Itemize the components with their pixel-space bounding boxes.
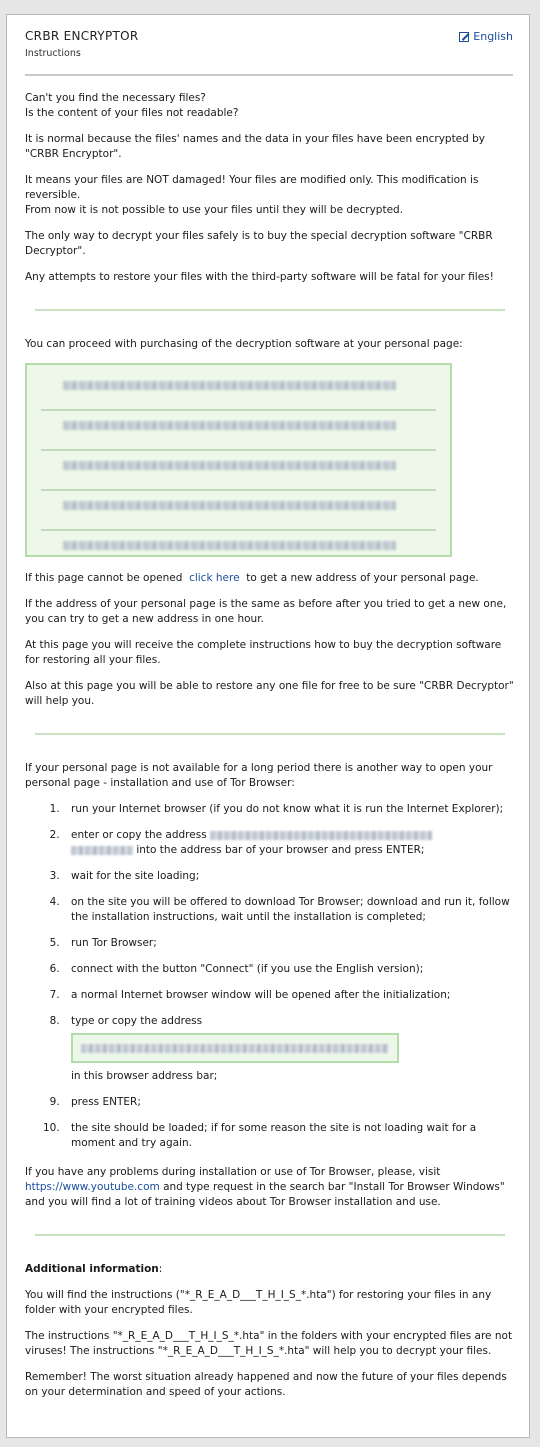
redacted-url (63, 461, 396, 470)
heading-colon: : (158, 1263, 163, 1275)
personal-page-links (25, 363, 452, 557)
list-item (63, 828, 515, 858)
intro-not-damaged (25, 173, 515, 218)
restore-free-note: Also at this page you will be able to restore any one file for free to be sure "CRBR Decryptor" will help you. (25, 680, 514, 707)
language-selector[interactable] (459, 30, 513, 43)
additional-p1: You will find the instructions ("*_R_E_A_D___T_H_I_S_*.hta") for restoring your files in any folder with your encrypted files. (25, 1289, 492, 1316)
external-link-icon (459, 32, 469, 42)
blurred-link[interactable] (41, 411, 436, 451)
tor-steps-list (25, 802, 515, 1151)
list-item: 3. wait for the site loading; (63, 869, 515, 884)
list-item: 6. connect with the button "Connect" (if you use the English version); (63, 962, 515, 977)
instructions-note: At this page you will receive the complete instructions how to buy the decryption software for restoring all your files. (25, 639, 502, 666)
header-divider (25, 74, 513, 76)
redacted-address (71, 846, 133, 855)
purchase-lead: You can proceed with purchasing of the decryption software at your personal page: (25, 338, 463, 350)
list-item: 5. run Tor Browser; (63, 936, 515, 951)
page-title: CRBR ENCRYPTOR (25, 29, 139, 43)
intro-only-way: The only way to decrypt your files safely is to buy the special decryption software "CRBR Decryptor". (25, 230, 493, 257)
page-subtitle: Instructions (25, 48, 81, 59)
step-text: into the address bar of your browser and press ENTER; (136, 844, 425, 856)
problems-text-end: and type request in the search bar "Install Tor Browser Windows" and you will find a lot of training videos about Tor Browser installation and use. (25, 1181, 505, 1208)
click-here-link[interactable]: click here (189, 572, 240, 584)
intro-line-2: Is the content of your files not readable? (25, 107, 239, 119)
tor-lead: If your personal page is not available for a long period there is another way to open your personal page - installation and use of Tor Browser: (25, 762, 493, 789)
blurred-link[interactable] (41, 451, 436, 491)
problems-text: If you have any problems during installation or use of Tor Browser, please, visit (25, 1166, 441, 1178)
additional-p3: Remember! The worst situation already happened and now the future of your files depends on your determination and speed of your actions. (25, 1371, 507, 1398)
list-item: 9. press ENTER; (63, 1095, 515, 1110)
not-damaged-line: It means your files are NOT damaged! Your files are modified only. This modification is reversible. (25, 174, 479, 201)
additional-heading (25, 1262, 515, 1277)
section-divider (35, 1234, 505, 1236)
redacted-url (63, 381, 396, 390)
list-item (63, 1014, 515, 1084)
tor-address-box[interactable] (71, 1033, 399, 1063)
cannot-open-text-end: to get a new address of your personal page. (246, 572, 479, 584)
intro-encrypted: It is normal because the files' names and the data in your files have been encrypted by "CRBR Encryptor". (25, 133, 486, 160)
intro-question (25, 91, 515, 121)
redacted-url (63, 421, 396, 430)
youtube-link[interactable]: https://www.youtube.com (25, 1181, 160, 1193)
cannot-open-note (25, 571, 515, 586)
intro-warning: Any attempts to restore your files with the third-party software will be fatal for your files! (25, 271, 494, 283)
redacted-address (81, 1044, 389, 1053)
step-text: type or copy the address (71, 1015, 203, 1027)
section-divider (35, 733, 505, 735)
additional-p2: The instructions "*_R_E_A_D___T_H_I_S_*.hta" in the folders with your encrypted files are not viruses! The instructions "*_R_E_A_D___T_H_I_S_*.hta" will help you to decrypt your files. (25, 1330, 513, 1357)
header (25, 29, 513, 87)
not-possible-line: From now it is not possible to use your files until they will be decrypted. (25, 204, 404, 216)
section-divider (35, 309, 505, 311)
list-item: 1. run your Internet browser (if you do not know what it is run the Internet Explorer); (63, 802, 515, 817)
list-item: 4. on the site you will be offered to download Tor Browser; download and run it, follow the installation instructions, wait until the installation is completed; (63, 895, 515, 925)
redacted-url (63, 501, 396, 510)
same-address-note: If the address of your personal page is the same as before after you tried to get a new one, you can try to get a new address in one hour. (25, 598, 507, 625)
blurred-link[interactable] (41, 371, 436, 411)
tor-problems-note (25, 1165, 515, 1210)
language-label[interactable]: English (473, 30, 513, 43)
list-item: 10. the site should be loaded; if for some reason the site is not loading wait for a moment and try again. (63, 1121, 515, 1151)
ransom-note-window (6, 14, 530, 1438)
cannot-open-text: If this page cannot be opened (25, 572, 183, 584)
redacted-address (210, 831, 432, 840)
redacted-url (63, 541, 396, 550)
step-text: enter or copy the address (71, 829, 207, 841)
intro-line-1: Can't you find the necessary files? (25, 92, 206, 104)
additional-heading-text: Additional information (25, 1263, 159, 1275)
main-content (25, 91, 515, 1411)
blurred-link[interactable] (41, 531, 436, 571)
list-item: 7. a normal Internet browser window will be opened after the initialization; (63, 988, 515, 1003)
blurred-link[interactable] (41, 491, 436, 531)
step-text: in this browser address bar; (71, 1070, 218, 1082)
